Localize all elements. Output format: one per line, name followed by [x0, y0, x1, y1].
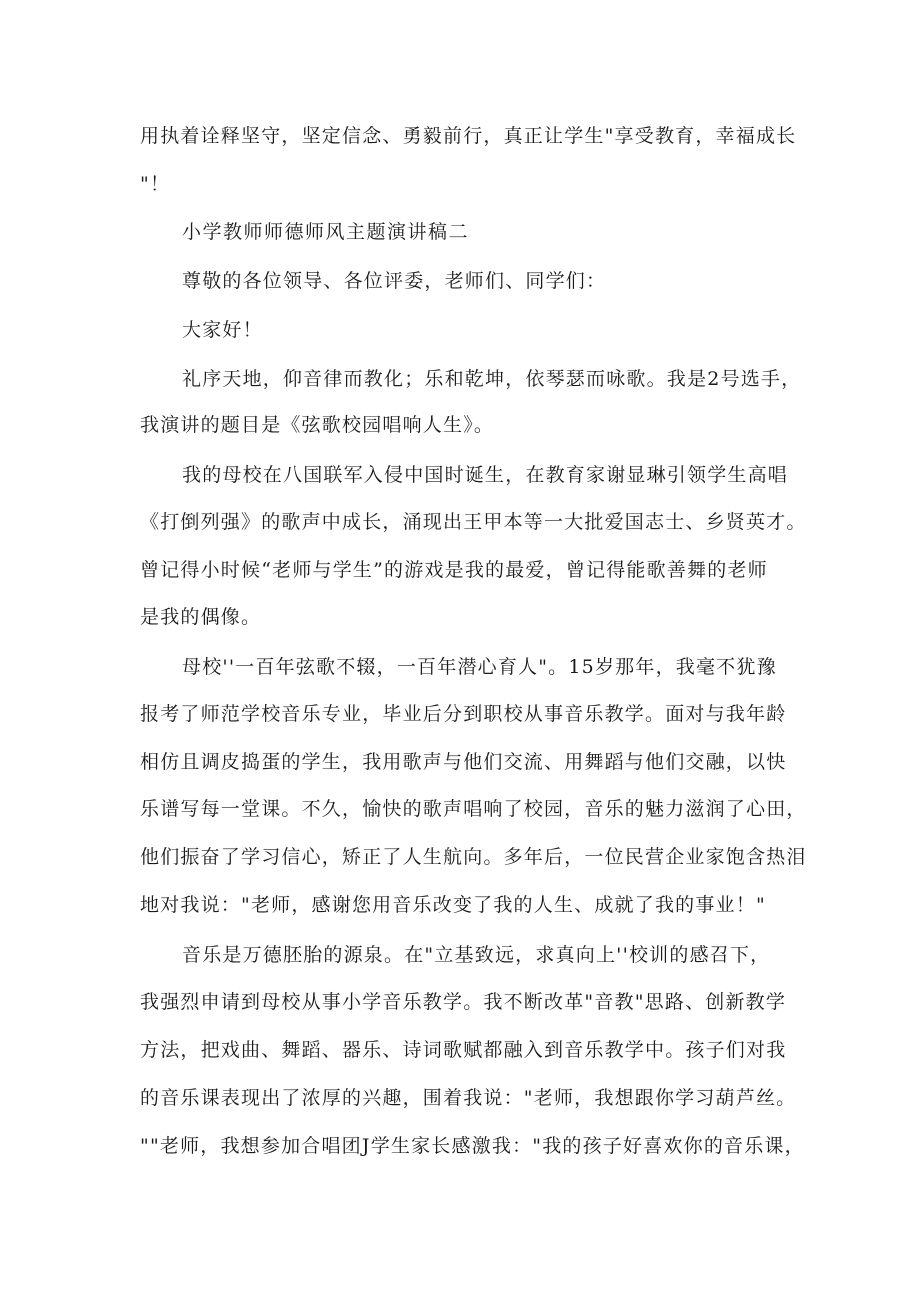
paragraph-line: 《打倒列强》的歌声中成长，涌现出王甲本等一大批爱国志士、乡贤英才。	[140, 511, 807, 533]
paragraph-line: 是我的偶像。	[140, 606, 262, 628]
paragraph-line: 曾记得小时候“老师与学生”的游戏是我的最爱，曾记得能歌善舞的老师	[140, 559, 768, 581]
paragraph-line: 他们振奋了学习信心，矫正了人生航向。多年后，一位民营企业家饱含热泪	[140, 846, 807, 868]
paragraph-line: 我演讲的题目是《弦歌校园唱响人生》。	[140, 414, 495, 436]
paragraph-line: 我强烈申请到母校从事小学音乐教学。我不断改革"音教"思路、创新教学	[140, 991, 787, 1013]
salutation: 尊敬的各位领导、各位评委，老师们、同学们：	[182, 270, 607, 292]
paragraph-line: 我的母校在八国联军入侵中国时诞生，在教育家谢显琳引领学生高唱	[182, 464, 789, 486]
paragraph-line: 报考了师范学校音乐专业，毕业后分到职校从事音乐教学。面对与我年龄	[140, 703, 787, 725]
paragraph-line: 礼序天地，仰音律而教化；乐和乾坤，依琴瑟而咏歌。我是2号选手，	[182, 368, 802, 390]
paragraph-line: 音乐是万德胚胎的源泉。在"立基致远，求真向上''校训的感召下，	[182, 944, 771, 966]
paragraph-line: 相仿且调皮捣蛋的学生，我用歌声与他们交流、用舞蹈与他们交融，以快	[140, 751, 787, 773]
paragraph-line: 地对我说："老师，感谢您用音乐改变了我的人生、成就了我的事业！"	[140, 894, 766, 916]
greeting: 大家好！	[182, 319, 263, 341]
paragraph-line: "！	[140, 173, 171, 195]
paragraph-line: 用执着诠释坚守，坚定信念、勇毅前行，真正让学生"享受教育，幸福成长	[140, 125, 797, 147]
paragraph-line: ""老师，我想参加合唱团J学生家长感激我："我的孩子好喜欢你的音乐课，	[140, 1135, 805, 1157]
paragraph-line: 乐谱写每一堂课。不久，愉快的歌声唱响了校园，音乐的魅力滋润了心田，	[140, 798, 807, 820]
paragraph-line: 的音乐课表现出了浓厚的兴趣，围着我说："老师，我想跟你学习葫芦丝。	[140, 1087, 797, 1109]
section-title: 小学教师师德师风主题演讲稿二	[182, 221, 470, 243]
paragraph-line: 母校''一百年弦歌不辍，一百年潜心育人"。15岁那年，我毫不犹豫	[182, 656, 777, 678]
paragraph-line: 方法，把戏曲、舞蹈、器乐、诗词歌赋都融入到音乐教学中。孩子们对我	[140, 1039, 787, 1061]
